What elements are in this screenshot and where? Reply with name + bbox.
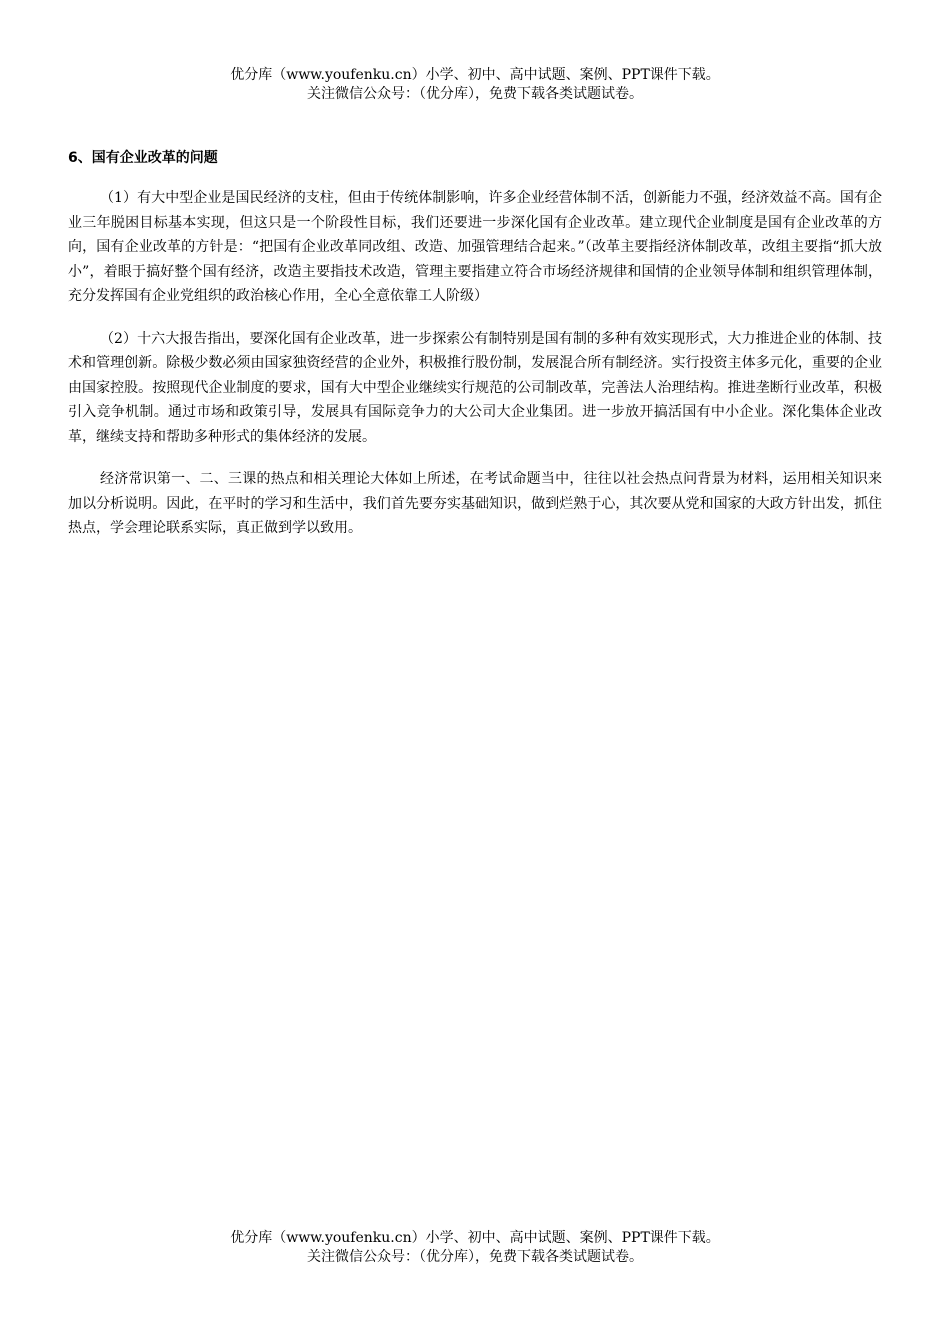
page-header	[0, 66, 950, 104]
paragraph-3: 经济常识第一、二、三课的热点和相关理论大体如上所述，在考试命题当中，往往以社会热点问背景为材料，运用相关知识来加以分析说明。因此，在平时的学习和生活中，我们首先要夯实基础知识，做到烂熟于心，其次要从党和国家的大政方针出发，抓住热点，学会理论联系实际，真正做到学以致用。	[68, 471, 882, 536]
page-footer	[0, 1229, 950, 1267]
header-line-1: 优分库（www.youfenku.cn）小学、初中、高中试题、案例、PPT课件下载。	[230, 67, 720, 83]
footer-line-2: 关注微信公众号：（优分库），免费下载各类试题试卷。	[307, 1249, 643, 1265]
document-body	[68, 146, 882, 559]
section-title: 6、国有企业改革的问题	[68, 150, 218, 166]
paragraph-2: （2）十六大报告指出，要深化国有企业改革，进一步探索公有制特别是国有制的多种有效实现形式，大力推进企业的体制、技术和管理创新。除极少数必须由国家独资经营的企业外，积极推行股份制，发展混合所有制经济。实行投资主体多元化，重要的企业由国家控股。按照现代企业制度的要求，国有大中型企业继续实行规范的公司制改革，完善法人治理结构。推进垄断行业改革，积极引入竞争机制。通过市场和政策引导，发展具有国际竞争力的大公司大企业集团。进一步放开搞活国有中小企业。深化集体企业改革，继续支持和帮助多种形式的集体经济的发展。	[68, 330, 882, 445]
paragraph-1: （1）有大中型企业是国民经济的支柱，但由于传统体制影响，许多企业经营体制不活，创新能力不强，经济效益不高。国有企业三年脱困目标基本实现，但这只是一个阶段性目标，我们还要进一步深化国有企业改革。建立现代企业制度是国有企业改革的方向，国有企业改革的方针是：“把国有企业改革同改组、改造、加强管理结合起来。”（改革主要指经济体制改革，改组主要指“抓大放小”，着眼于搞好整个国有经济，改造主要指技术改造，管理主要指建立符合市场经济规律和国情的企业领导体制和组织管理体制，充分发挥国有企业党组织的政治核心作用，全心全意依靠工人阶级）	[68, 190, 882, 304]
footer-line-1: 优分库（www.youfenku.cn）小学、初中、高中试题、案例、PPT课件下载。	[230, 1230, 720, 1246]
header-line-2: 关注微信公众号：（优分库），免费下载各类试题试卷。	[307, 86, 643, 102]
